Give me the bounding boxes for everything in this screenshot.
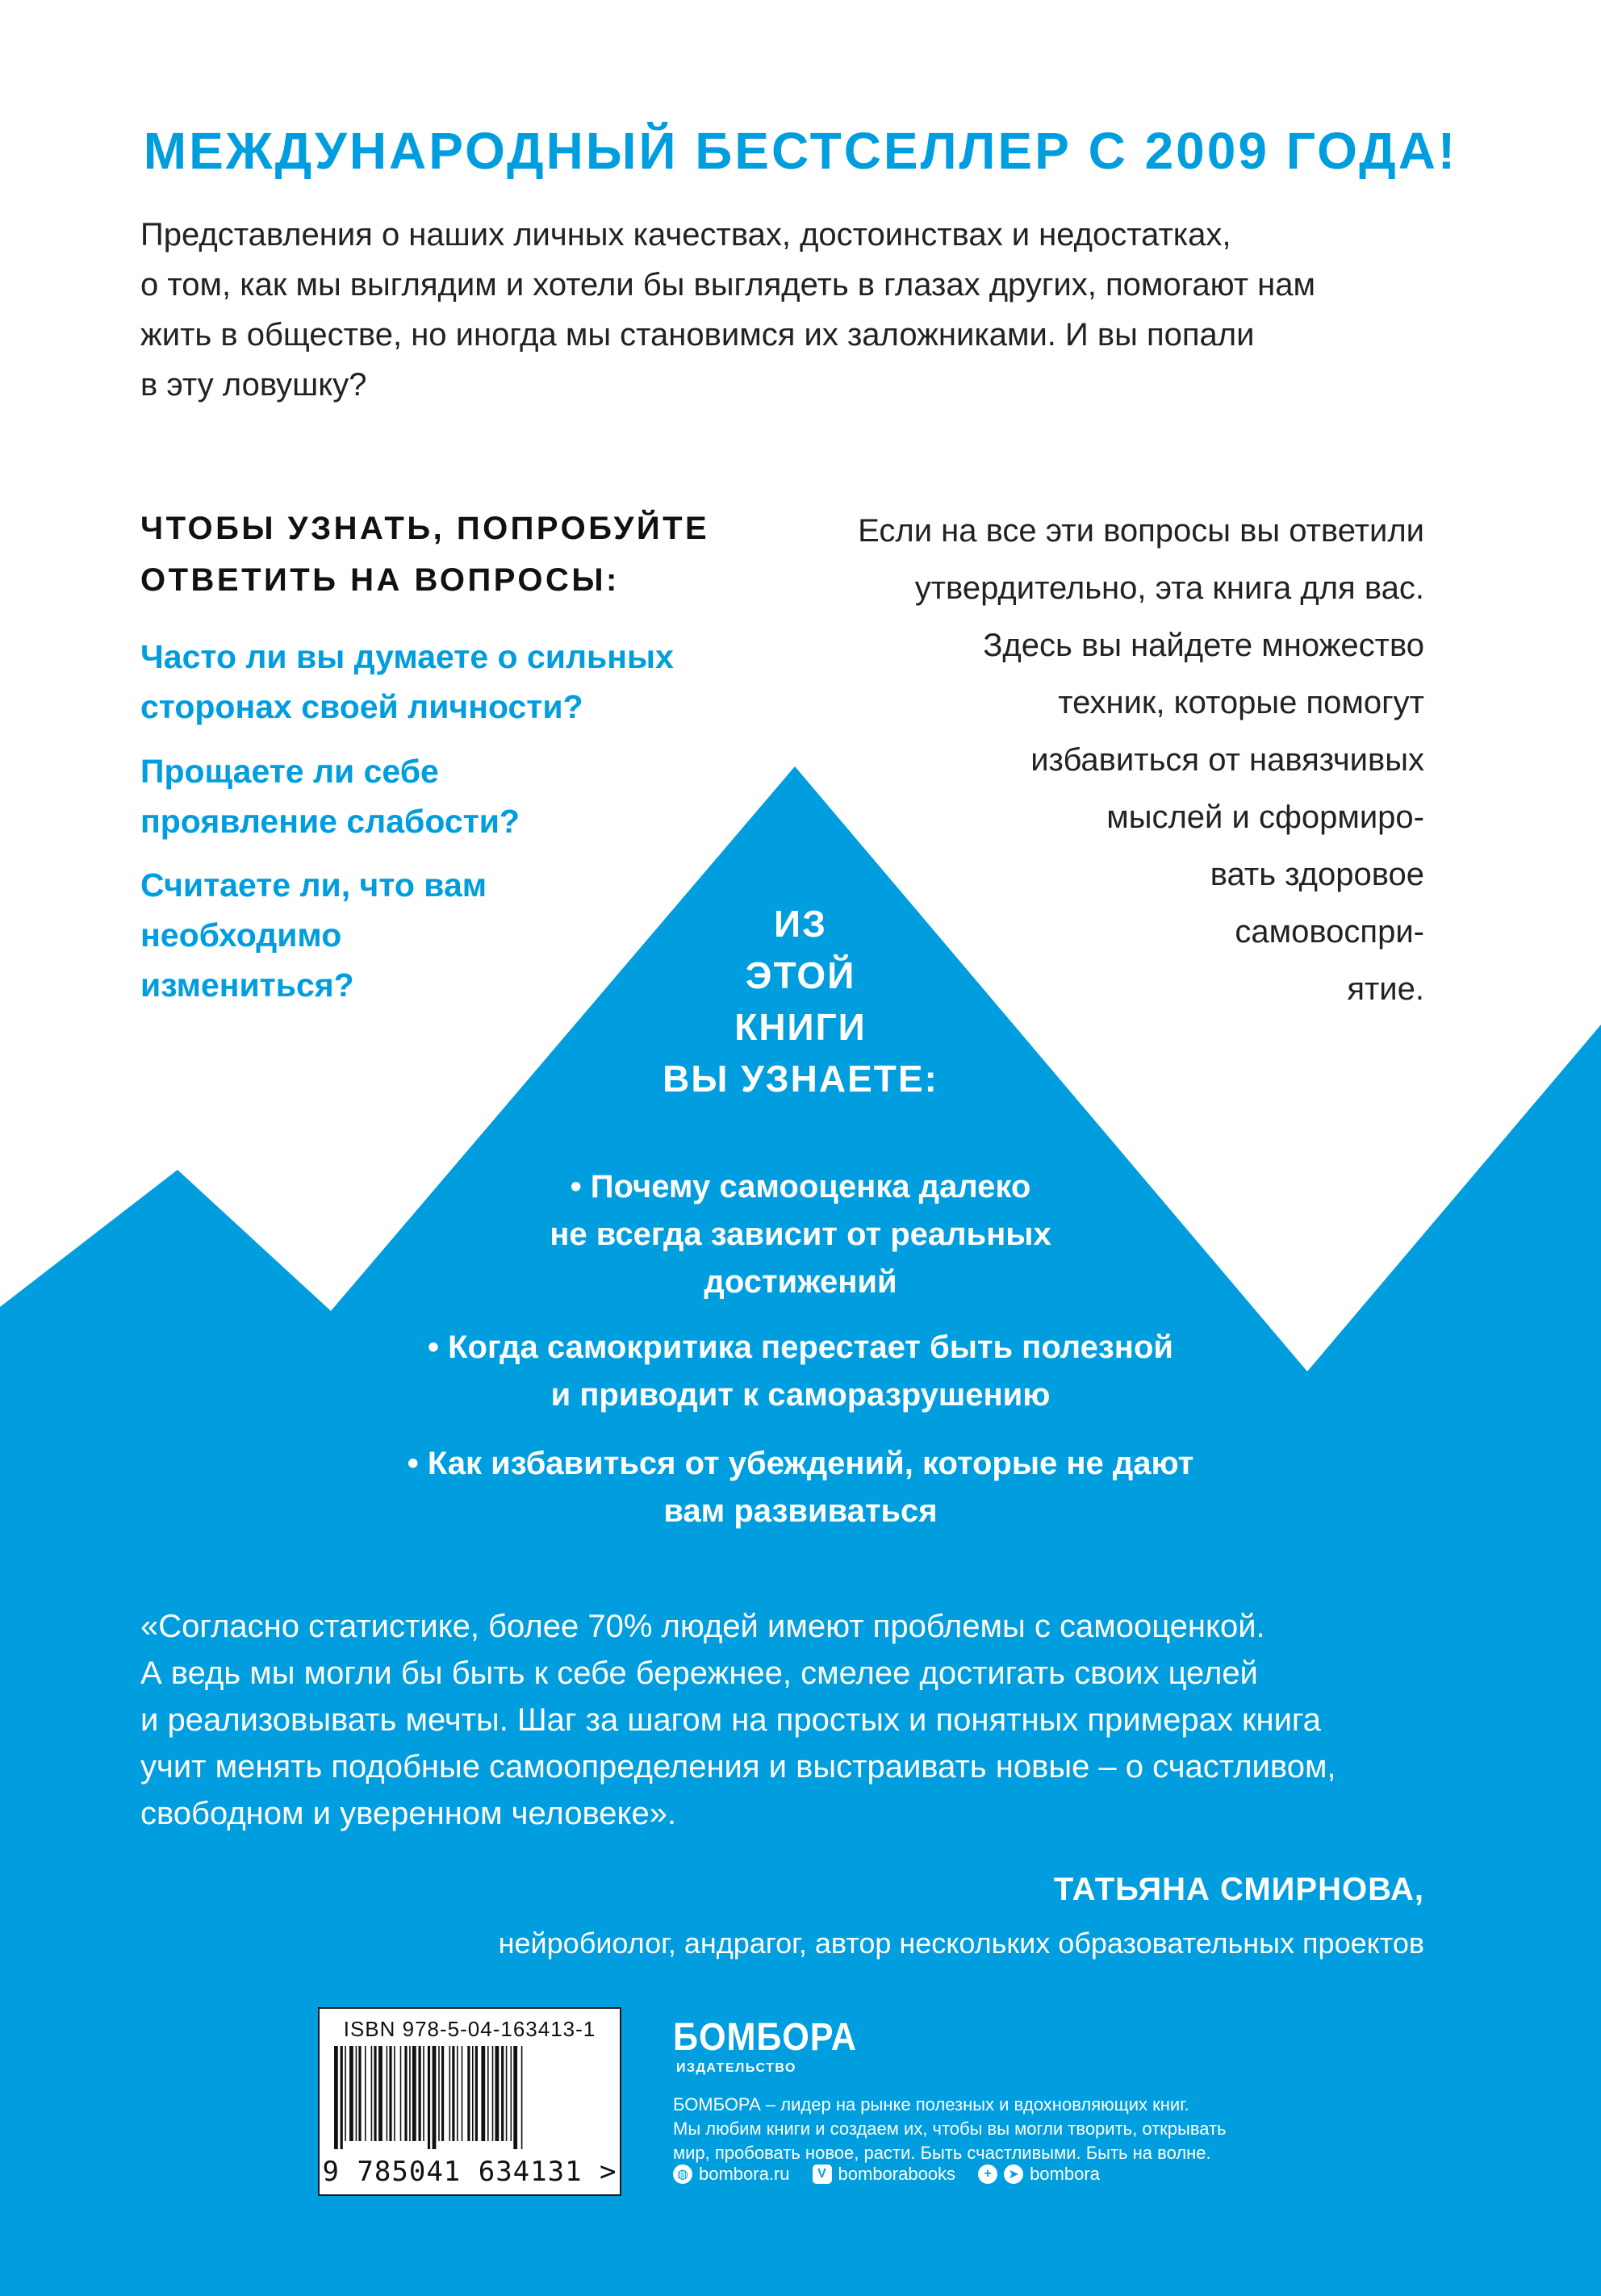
plus-icon: + — [978, 2165, 997, 2184]
learn-title-line: КНИГИ — [734, 1006, 867, 1048]
questions-heading — [140, 503, 754, 606]
questions-heading-line: ЧТОБЫ УЗНАТЬ, ПОПРОБУЙТЕ — [140, 511, 710, 546]
social-label: bomborabooks — [838, 2164, 956, 2184]
bullet-line: достижений — [704, 1264, 897, 1300]
bullet-line: и приводит к саморазрушению — [550, 1377, 1051, 1413]
learn-title — [639, 898, 962, 1104]
question-line: Прощаете ли себе — [140, 753, 439, 790]
answer-line: утвердительно, эта книга для вас. — [914, 570, 1424, 606]
intro-line: жить в обществе, но иногда мы становимся их заложниками. И вы попали — [140, 317, 1255, 353]
quote-author-role: нейробиолог, андрагог, автор нескольких образовательных проектов — [498, 1927, 1424, 1960]
barcode-bar — [334, 2046, 338, 2149]
learn-title-line: ИЗ — [774, 903, 827, 945]
barcode-bar — [345, 2046, 346, 2141]
question-line: проявление слабости? — [140, 803, 520, 840]
answer-line: самовоспри- — [1235, 914, 1424, 950]
barcode-bar — [487, 2046, 489, 2141]
quote-line: «Согласно статистике, более 70% людей имеют проблемы с самооценкой. — [140, 1609, 1265, 1644]
barcode-bar — [374, 2046, 376, 2141]
publisher-description-line: БОМБОРА – лидер на рынке полезных и вдохновляющих книг. — [673, 2094, 1189, 2114]
barcode-bar — [467, 2046, 470, 2141]
barcode-bar — [400, 2046, 402, 2141]
intro-line: Представления о наших личных качествах, достоинствах и недостатках, — [140, 217, 1231, 253]
social-label: bombora.ru — [699, 2164, 790, 2184]
barcode-bar — [423, 2046, 424, 2141]
barcode-bar — [412, 2046, 416, 2141]
intro-line: о том, как мы выглядим и хотели бы выглядеть в глазах других, помогают нам — [140, 267, 1315, 303]
barcode-bar — [441, 2046, 444, 2141]
barcode-box — [318, 2007, 621, 2196]
barcode-digits: 9 785041 634131 > — [322, 2156, 617, 2188]
bullet-line: • Как избавиться от убеждений, которые не дают — [407, 1446, 1194, 1481]
quote-author: ТАТЬЯНА СМИРНОВА, — [1053, 1872, 1424, 1907]
barcode-bar — [356, 2046, 357, 2141]
telegram-icon: ➤ — [1004, 2165, 1023, 2184]
barcode-bar — [457, 2046, 458, 2141]
isbn-text: ISBN 978-5-04-163413-1 — [343, 2017, 596, 2041]
answer-line: мыслей и сформиро- — [1106, 799, 1424, 835]
barcode-bar — [513, 2046, 517, 2149]
question-line: Считаете ли, что вам — [140, 866, 487, 904]
barcode-bar — [419, 2046, 421, 2141]
barcode-bar — [492, 2046, 494, 2141]
barcode-bar — [495, 2046, 500, 2141]
intro-paragraph — [140, 210, 1464, 410]
answer-line: Здесь вы найдете множество — [983, 628, 1424, 663]
barcode-bar — [433, 2046, 437, 2149]
publisher-description-line: Мы любим книги и создаем их, чтобы вы могли творить, открывать — [673, 2119, 1227, 2139]
question-line: необходимо — [140, 916, 342, 954]
answer-line: техник, которые помогут — [1058, 685, 1424, 720]
questions-heading-line: ОТВЕТИТЬ НА ВОПРОСЫ: — [140, 562, 620, 598]
barcode-bar — [501, 2046, 504, 2141]
quote-line: учит менять подобные самоопределения и выстраивать новые – о счастливом, — [140, 1749, 1336, 1785]
learn-title-line: ВЫ УЗНАЕТЕ: — [663, 1058, 938, 1100]
question-line: измениться? — [140, 966, 354, 1004]
barcode-bar — [394, 2046, 395, 2141]
barcode-bar — [449, 2046, 451, 2141]
social-link-vk[interactable] — [813, 2164, 956, 2185]
vk-icon: V — [813, 2165, 832, 2184]
quote-line: А ведь мы могли бы быть к себе бережнее, смелее достигать своих целей — [140, 1655, 1258, 1691]
intro-line: в эту ловушку? — [140, 367, 367, 403]
social-label: bombora — [1030, 2164, 1100, 2184]
question-line: Часто ли вы думаете о сильных — [140, 638, 674, 675]
barcode-bar — [378, 2046, 382, 2141]
barcode-bar — [472, 2046, 474, 2141]
barcode-bar — [409, 2046, 411, 2141]
bullet-line: вам развиваться — [663, 1493, 938, 1529]
barcode-bar — [452, 2046, 454, 2141]
publisher-logo: БОМБОРА — [673, 2016, 857, 2059]
barcode-icon — [331, 2046, 608, 2149]
barcode-bar — [365, 2046, 366, 2141]
answer-line: ятие. — [1347, 971, 1424, 1007]
answer-line: Если на все эти вопросы вы ответили — [858, 513, 1424, 549]
barcode-bar — [389, 2046, 391, 2141]
quote-line: и реализовывать мечты. Шаг за шагом на простых и понятных примерах книга — [140, 1702, 1321, 1738]
barcode-bar — [428, 2046, 430, 2149]
barcode-bar — [371, 2046, 373, 2141]
barcode-bar — [349, 2046, 353, 2141]
question-1 — [140, 632, 754, 732]
barcode-bar — [475, 2046, 478, 2141]
barcode-bar — [438, 2046, 440, 2141]
question-2 — [140, 746, 754, 846]
answer-line: вать здоровое — [1210, 857, 1424, 892]
barcode-bar — [358, 2046, 361, 2141]
learn-bullet-3 — [357, 1440, 1244, 1535]
learn-bullet-1 — [357, 1163, 1244, 1306]
barcode-bar — [511, 2046, 512, 2141]
quote — [140, 1603, 1464, 1837]
headline: МЕЖДУНАРОДНЫЙ БЕСТСЕЛЛЕР С 2009 ГОДА! — [143, 122, 1458, 180]
learn-title-line: ЭТОЙ — [745, 954, 856, 996]
barcode-bar — [521, 2046, 523, 2149]
bullet-line: не всегда зависит от реальных — [550, 1217, 1051, 1252]
social-links — [673, 2164, 1100, 2185]
barcode-bar — [387, 2046, 388, 2141]
question-line: сторонах своей личности? — [140, 688, 583, 725]
barcode-bar — [404, 2046, 407, 2141]
barcode-bar — [481, 2046, 485, 2141]
globe-icon: ◍ — [673, 2165, 692, 2184]
learn-bullet-2 — [357, 1324, 1244, 1419]
publisher-description — [673, 2093, 1399, 2165]
publisher-subtitle: ИЗДАТЕЛЬСТВО — [676, 2061, 796, 2075]
bullet-line: • Когда самокритика перестает быть полезной — [428, 1330, 1173, 1365]
bullet-line: • Почему самооценка далеко — [570, 1169, 1031, 1204]
social-link-site[interactable] — [673, 2164, 790, 2185]
barcode-bar — [462, 2046, 463, 2141]
publisher-description-line: мир, пробовать новое, расти. Быть счастливыми. Быть на волне. — [673, 2143, 1211, 2163]
social-link-telegram[interactable] — [978, 2164, 1100, 2185]
barcode-bar — [341, 2046, 343, 2149]
barcode-bar — [506, 2046, 508, 2141]
answer-line: избавиться от навязчивых — [1030, 742, 1424, 778]
quote-line: свободном и уверенном человеке». — [140, 1796, 677, 1831]
